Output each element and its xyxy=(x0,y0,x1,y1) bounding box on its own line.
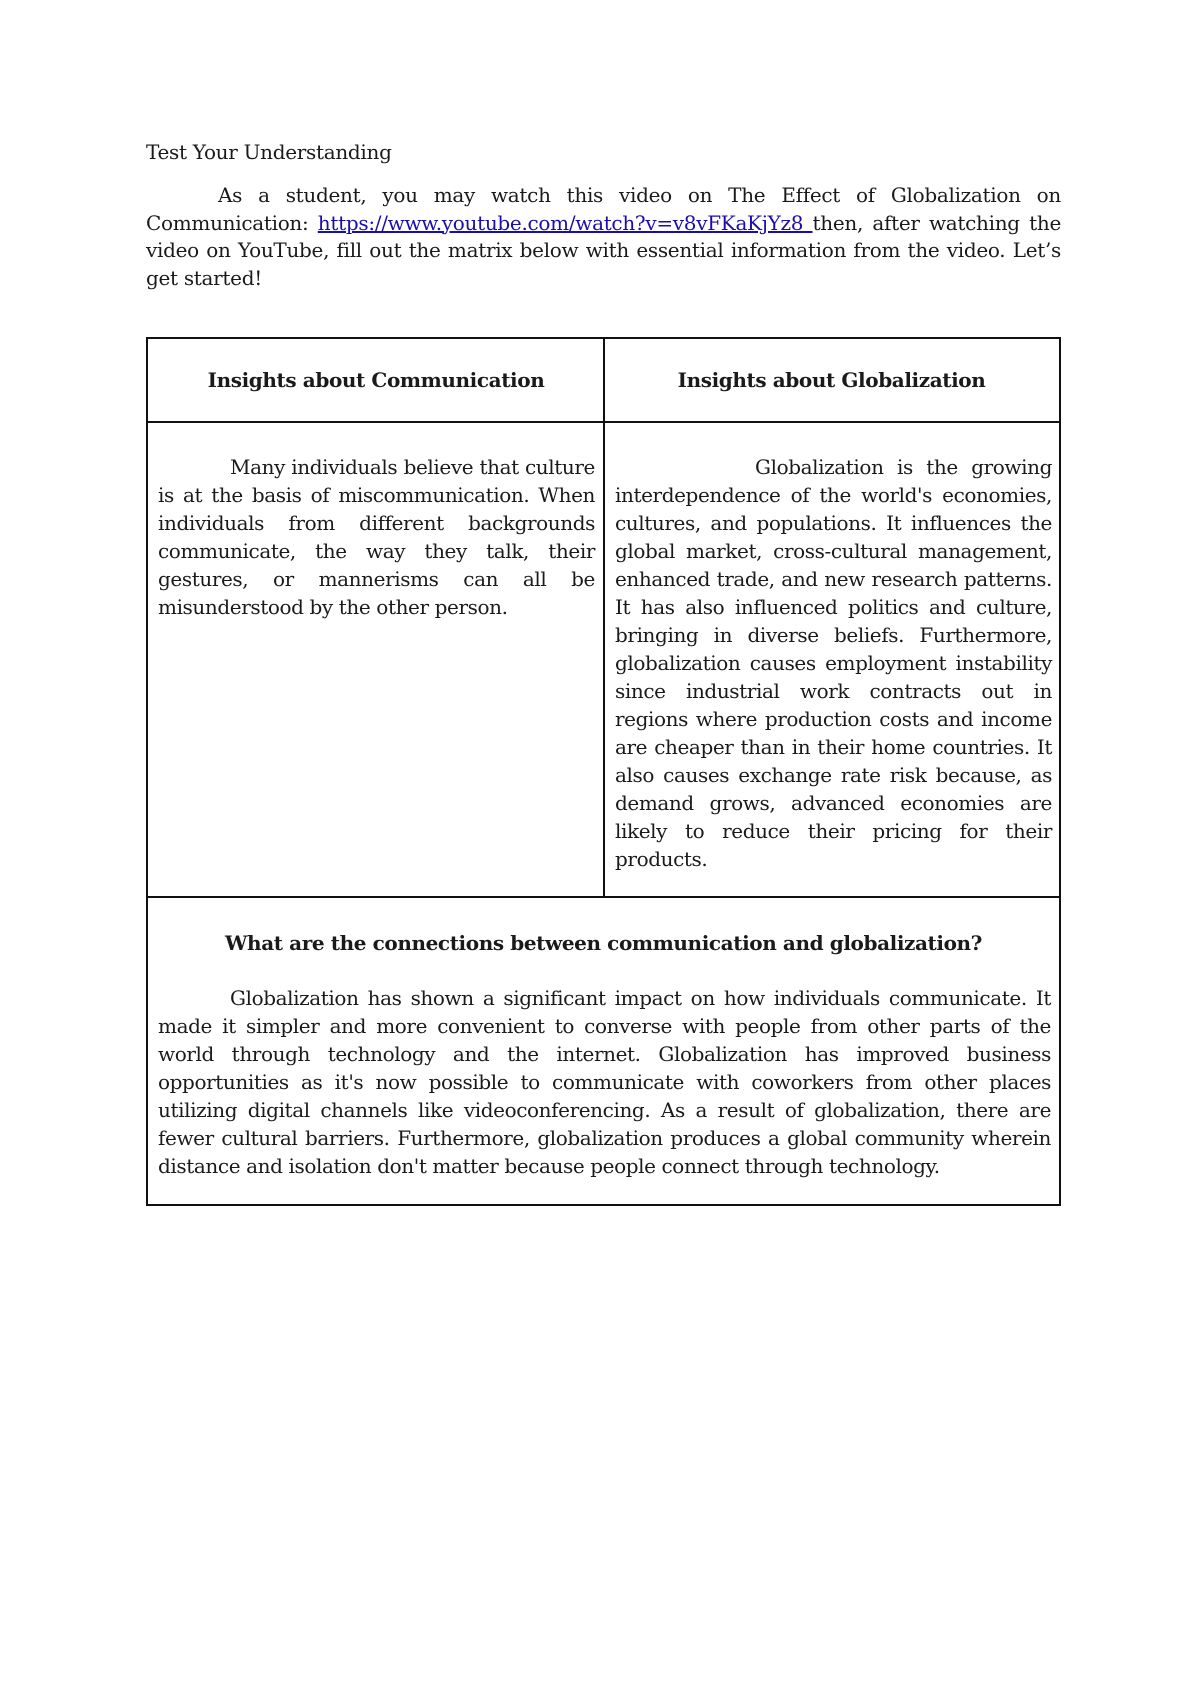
header-globalization: Insights about Globalization xyxy=(604,339,1059,423)
video-link[interactable]: https://www.youtube.com/watch?v=v8vFKaKjYz8 xyxy=(317,210,813,235)
globalization-insights-cell xyxy=(615,453,1052,873)
header-communication: Insights about Communication xyxy=(148,339,604,423)
communication-insights-cell xyxy=(158,453,595,621)
column-divider xyxy=(603,339,605,898)
insights-matrix-table xyxy=(146,337,1061,1206)
page-heading: Test Your Understanding xyxy=(146,140,392,164)
row-divider xyxy=(148,896,1059,898)
intro-paragraph xyxy=(146,182,1061,292)
intro-text-after-link: then, after watching the video on YouTube, fill out the matrix below with essential information from the video. Let’s get started! xyxy=(146,210,1061,290)
connections-answer-text: Globalization has shown a significant impact on how individuals communicate. It made it simpler and more convenient to converse with people from other parts of the world through technology and the internet. Globalization has improved business opportunities as it's now possible to communicate with coworkers from other places utilizing digital channels like videoconferencing. As a result of globalization, there are fewer cultural barriers. Furthermore, globalization produces a global community wherein distance and isolation don't matter because people connect through technology. xyxy=(158,986,1051,1178)
globalization-insights-text: Globalization is the growing interdependence of the world's economies, cultures, and populations. It influences the global market, cross-cultural management, enhanced trade, and new research patterns. It has also influenced politics and culture, bringing in diverse beliefs. Furthermore, globalization causes employment instability since industrial work contracts out in regions where production costs and income are cheaper than in their home countries. It also causes exchange rate risk because, as demand grows, advanced economies are likely to reduce their pricing for their products. xyxy=(615,455,1052,871)
connections-question: What are the connections between communication and globalization? xyxy=(225,931,982,955)
communication-insights-text: Many individuals believe that culture is at the basis of miscommunication. When individuals from different backgrounds communicate, the way they talk, their gestures, or mannerisms can all be misunderstood by the other person. xyxy=(158,455,595,619)
connections-answer-cell xyxy=(158,984,1051,1180)
intro-text-before-link: As a student, you may watch this video on The Effect of Globalization on Communication: xyxy=(146,183,1061,235)
